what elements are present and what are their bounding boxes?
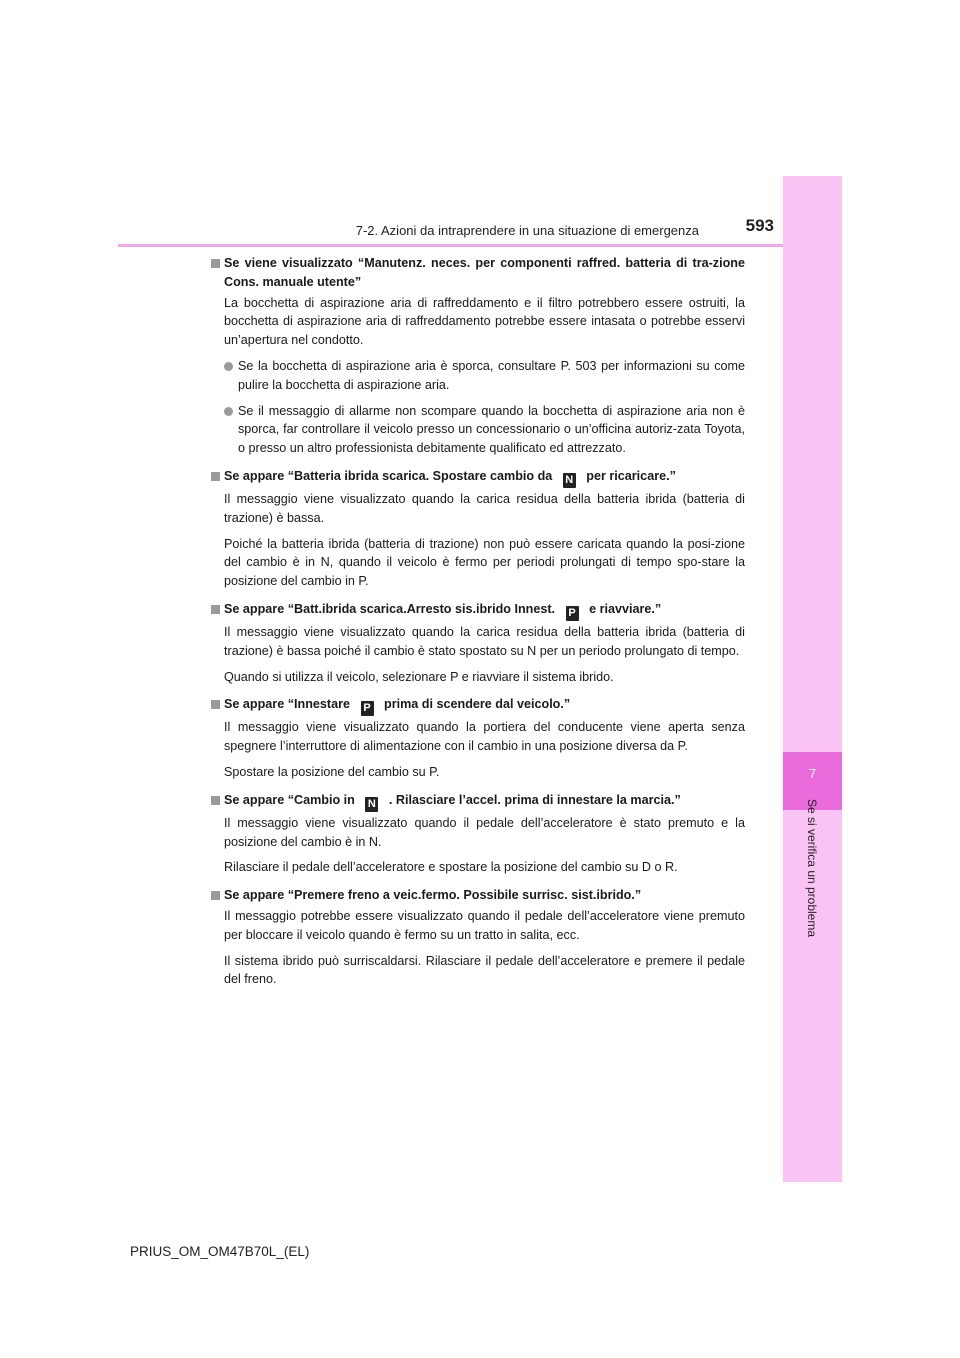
heading-text-start: Se appare “Cambio in [224, 792, 355, 807]
chapter-side-strip [783, 176, 842, 1182]
paragraph: Il messaggio viene visualizzato quando la portiera del conducente viene aperta senza spegnere l’interruttore di alimentazione con il cambio in una posizione diversa da P. [224, 720, 745, 754]
document-code: PRIUS_OM_OM47B70L_(EL) [130, 1244, 310, 1259]
paragraph: La bocchetta di aspirazione aria di raffreddamento e il filtro potrebbero essere ostruiti, la bocchetta di aspirazione aria di raffreddamento potrebbe essere intasata o potrebbe esservi un’apertura nel condotto. [224, 295, 745, 348]
paragraph: Poiché la batteria ibrida (batteria di trazione) non può essere caricata quando la posi-zione del cambio è in N, quando il veicolo è fermo per periodi prolungati di tempo spo-stare la posizione del cambio in P. [224, 536, 745, 589]
heading-text: Se appare “Premere freno a veic.fermo. Possibile surrisc. sist.ibrido.” [224, 888, 642, 903]
heading-text: Se viene visualizzato “Manutenz. neces. per componenti raffred. batteria di tra-zione Cons. manuale utente” [224, 256, 745, 289]
header-rule [118, 244, 783, 247]
gear-n-icon: N [563, 473, 576, 488]
bullet-text: Se la bocchetta di aspirazione aria è sporca, consultare P. 503 per informazioni su come pulire la bocchetta di aspirazione aria. [238, 358, 745, 392]
section-heading [211, 254, 745, 292]
paragraph: Il messaggio potrebbe essere visualizzato quando il pedale dell’acceleratore viene premuto per bloccare il veicolo quando è fermo su un tratto in salita, ecc. [224, 908, 745, 942]
round-bullet-icon [224, 407, 233, 416]
bullet-text: Se il messaggio di allarme non scompare quando la bocchetta di aspirazione aria non è sporca, far controllare il veicolo presso un concessionario o un’officina autoriz-zata Toyota, o presso un altro professionista debitamente qualificato ed attrezzato. [238, 403, 745, 456]
square-bullet-icon [211, 700, 220, 709]
square-bullet-icon [211, 605, 220, 614]
heading-text-end: per ricaricare.” [586, 468, 676, 483]
paragraph: Rilasciare il pedale dell’acceleratore e spostare la posizione del cambio su D o R. [224, 860, 678, 875]
paragraph: Il messaggio viene visualizzato quando il pedale dell’acceleratore è stato premuto e la posizione del cambio è in N. [224, 815, 745, 849]
section-heading [211, 791, 745, 812]
square-bullet-icon [211, 259, 220, 268]
page-content [211, 254, 745, 989]
section-heading [211, 600, 745, 621]
heading-text-end: . Rilasciare l’accel. prima di innestare la marcia.” [388, 792, 681, 807]
square-bullet-icon [211, 472, 220, 481]
round-bullet-icon [224, 362, 233, 371]
section-heading [211, 467, 745, 488]
bullet-item [211, 357, 745, 395]
section-heading [211, 695, 745, 716]
heading-text-end: prima di scendere dal veicolo.” [384, 697, 571, 712]
page-number: 593 [745, 216, 774, 235]
heading-text-start: Se appare “Batt.ibrida scarica.Arresto sis.ibrido Innest. [224, 601, 556, 616]
square-bullet-icon [211, 796, 220, 805]
heading-text-end: e riavviare.” [589, 601, 662, 616]
gear-p-icon: P [566, 606, 579, 621]
paragraph: Spostare la posizione del cambio su P. [224, 764, 440, 779]
heading-text-start: Se appare “Batteria ibrida scarica. Spostare cambio da [224, 468, 553, 483]
bullet-item [211, 402, 745, 458]
paragraph: Il sistema ibrido può surriscaldarsi. Rilasciare il pedale dell’acceleratore e premere il pedale del freno. [224, 953, 745, 987]
chapter-number: 7 [808, 766, 817, 781]
paragraph: Quando si utilizza il veicolo, selezionare P e riavviare il sistema ibrido. [224, 669, 614, 684]
section-title: 7-2. Azioni da intraprendere in una situazione di emergenza [355, 223, 699, 238]
gear-n-icon: N [365, 797, 378, 812]
heading-text-start: Se appare “Innestare [224, 697, 350, 712]
paragraph: Il messaggio viene visualizzato quando la carica residua della batteria ibrida (batteria di trazione) è bassa poiché il cambio è stato spostato su N per un periodo prolungato di tempo. [224, 624, 745, 658]
chapter-title: Se si verifica un problema [805, 798, 819, 938]
paragraph: Il messaggio viene visualizzato quando la carica residua della batteria ibrida (batteria di trazione) è bassa. [224, 491, 745, 525]
gear-p-icon: P [361, 701, 374, 716]
section-heading [211, 886, 745, 905]
square-bullet-icon [211, 891, 220, 900]
